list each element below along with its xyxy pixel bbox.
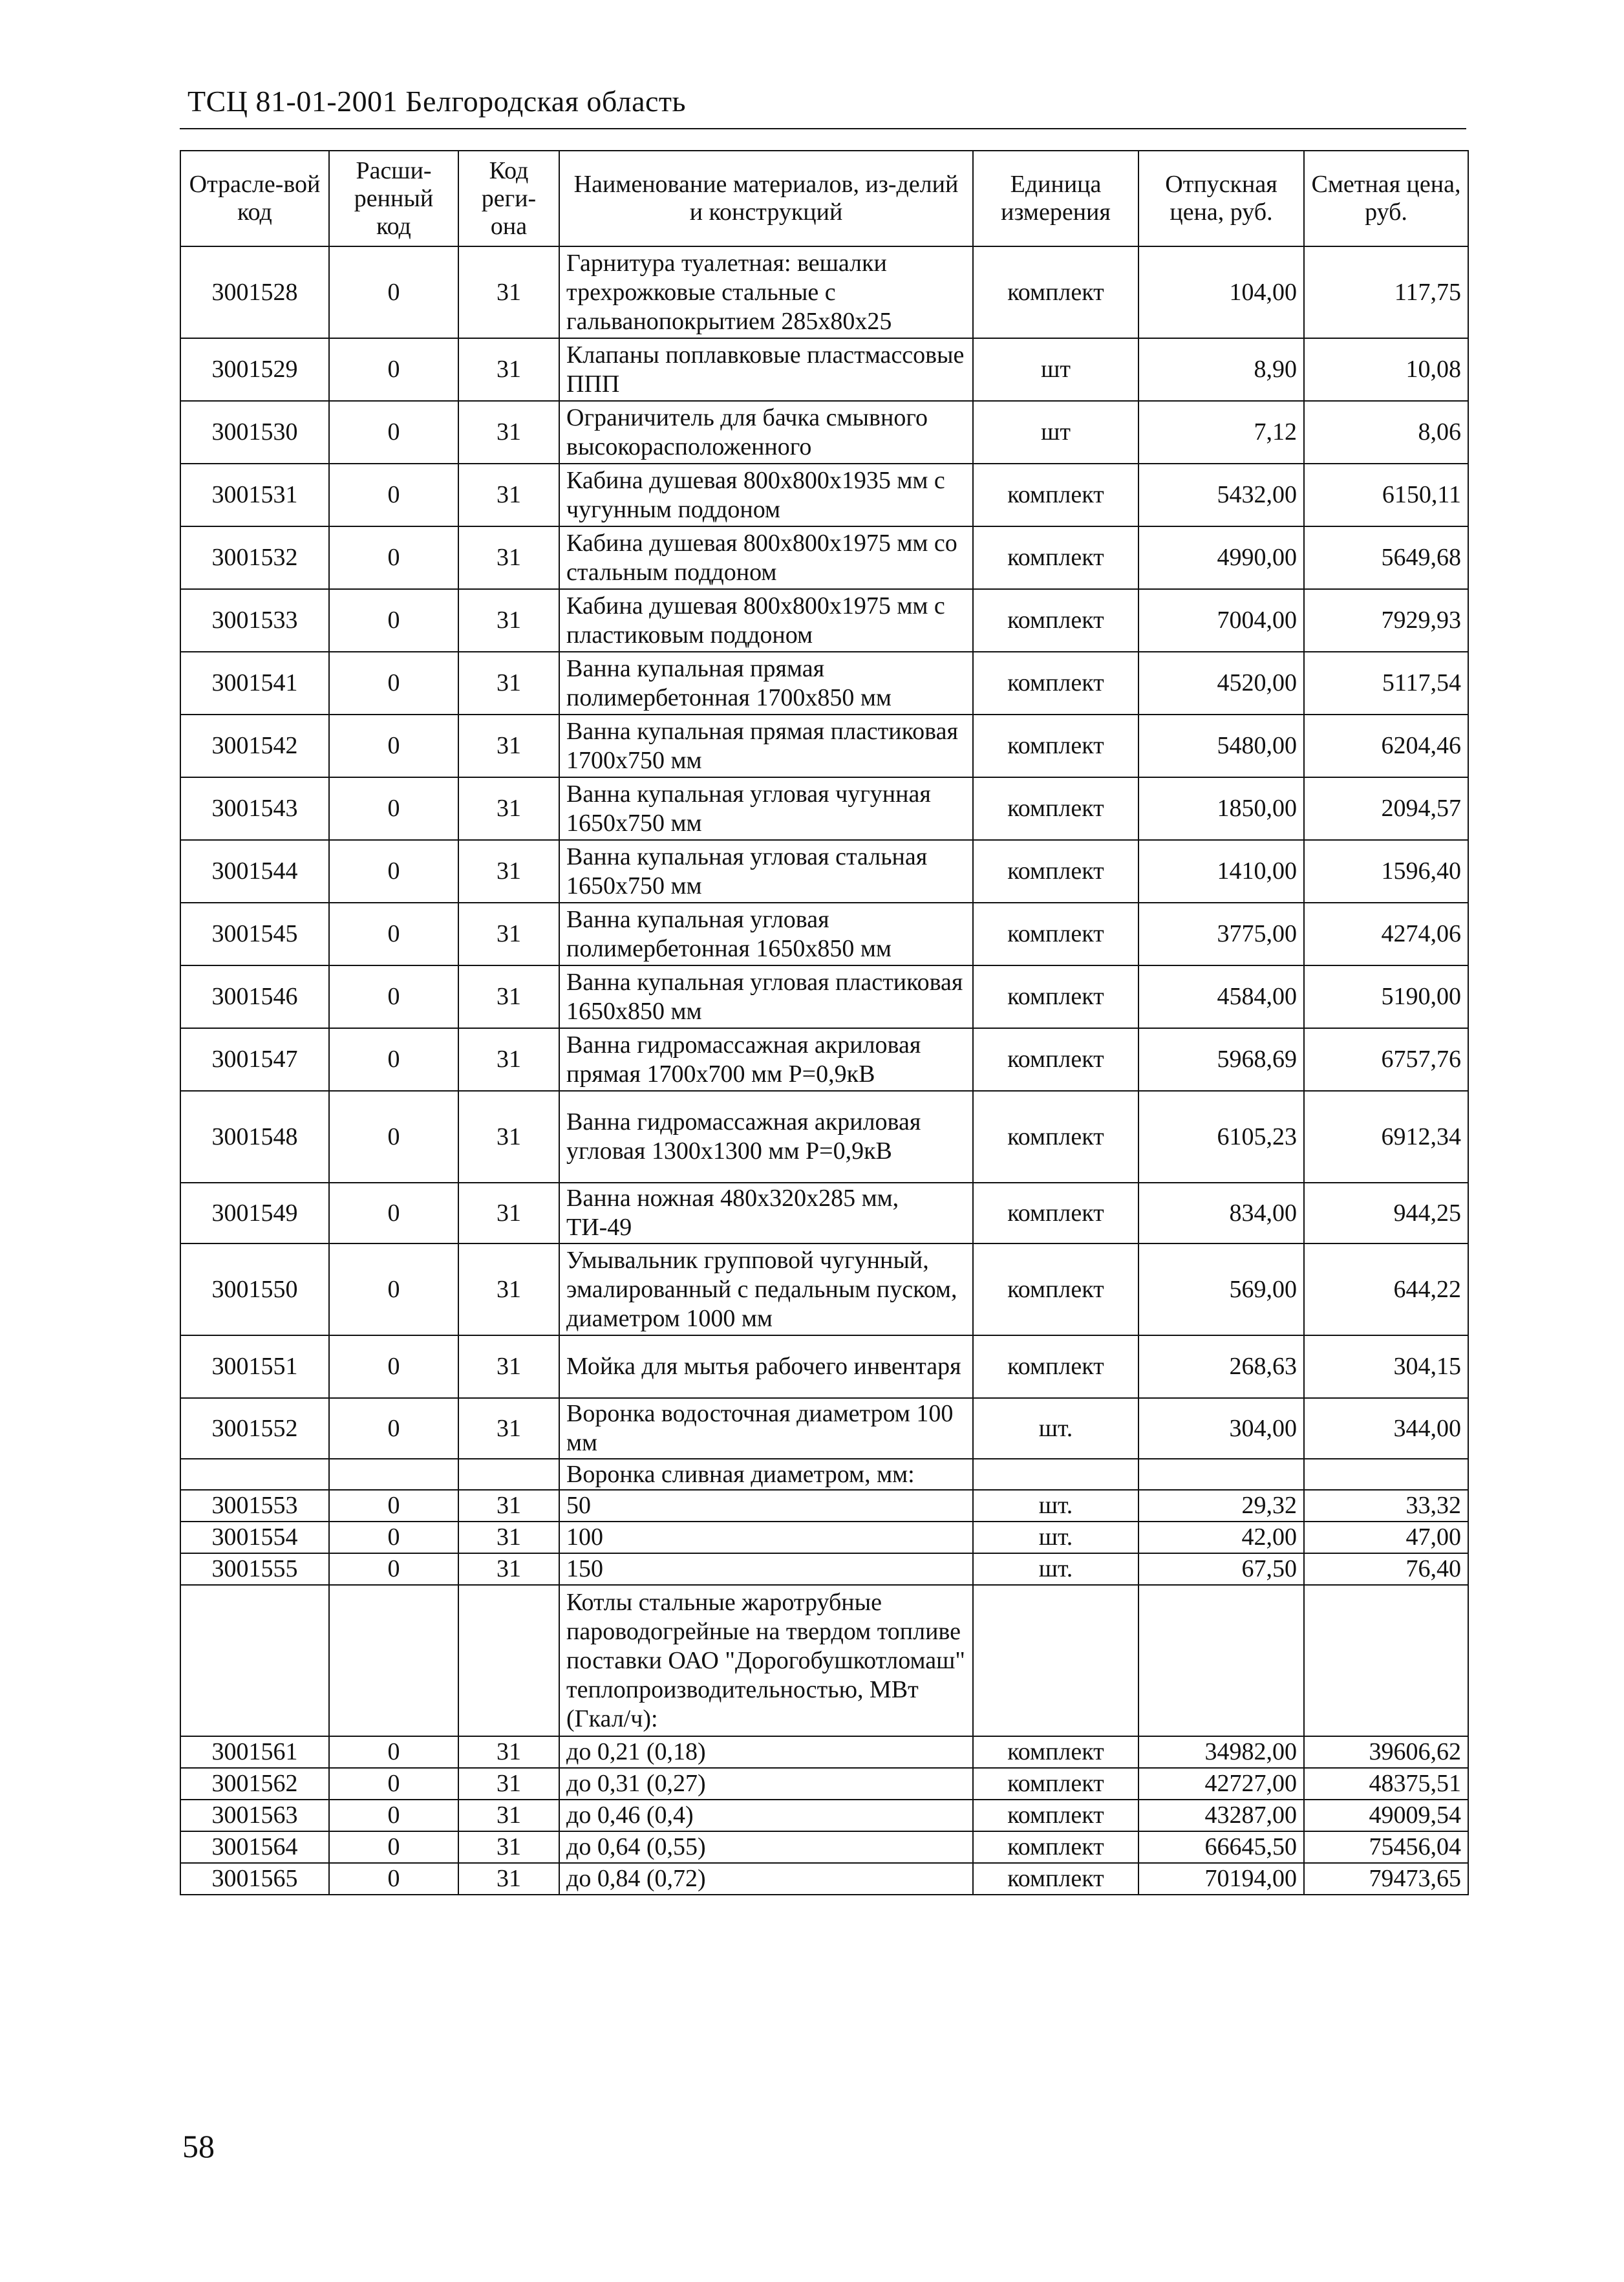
cell-industry-code: 3001530 bbox=[180, 401, 329, 464]
cell-release-price: 268,63 bbox=[1138, 1335, 1304, 1398]
cell-region-code: 31 bbox=[458, 1863, 559, 1895]
cell-region-code: 31 bbox=[458, 1028, 559, 1091]
cell-industry-code: 3001531 bbox=[180, 464, 329, 526]
cell-region-code: 31 bbox=[458, 1553, 559, 1585]
cell-unit: комплект bbox=[973, 1091, 1138, 1183]
table-row bbox=[180, 1863, 1468, 1895]
cell-unit: комплект bbox=[973, 652, 1138, 715]
cell-unit: комплект bbox=[973, 1831, 1138, 1863]
table-row bbox=[180, 526, 1468, 589]
cell-extended-code: 0 bbox=[329, 903, 458, 965]
cell-estimate-price: 49009,54 bbox=[1304, 1800, 1468, 1831]
cell-extended-code: 0 bbox=[329, 589, 458, 652]
cell-material-name: Воронка водосточная диаметром 100 мм bbox=[559, 1398, 973, 1459]
cell-extended-code: 0 bbox=[329, 1553, 458, 1585]
cell-material-name: Ванна купальная прямая полимербетонная 1700х850 мм bbox=[559, 652, 973, 715]
cell-material-name: Ванна купальная угловая чугунная 1650х750 мм bbox=[559, 777, 973, 840]
cell-release-price: 104,00 bbox=[1138, 246, 1304, 338]
cell-unit: комплект bbox=[973, 1800, 1138, 1831]
cell-industry-code: 3001545 bbox=[180, 903, 329, 965]
cell-release-price: 67,50 bbox=[1138, 1553, 1304, 1585]
cell-extended-code: 0 bbox=[329, 401, 458, 464]
cell-industry-code: 3001541 bbox=[180, 652, 329, 715]
cell-industry-code: 3001563 bbox=[180, 1800, 329, 1831]
table-row bbox=[180, 777, 1468, 840]
cell-material-name: Ванна купальная прямая пластиковая 1700х750 мм bbox=[559, 715, 973, 777]
cell-release-price: 5480,00 bbox=[1138, 715, 1304, 777]
col-header-extended-code: Расши-ренный код bbox=[329, 151, 458, 246]
cell-industry-code: 3001554 bbox=[180, 1522, 329, 1553]
price-table bbox=[180, 150, 1469, 1895]
table-row bbox=[180, 1398, 1468, 1459]
cell-estimate-price: 944,25 bbox=[1304, 1183, 1468, 1243]
cell-industry-code: 3001547 bbox=[180, 1028, 329, 1091]
cell-estimate-price: 75456,04 bbox=[1304, 1831, 1468, 1863]
cell-industry-code: 3001529 bbox=[180, 338, 329, 401]
cell-extended-code: 0 bbox=[329, 1831, 458, 1863]
cell-industry-code: 3001552 bbox=[180, 1398, 329, 1459]
cell-region-code: 31 bbox=[458, 1091, 559, 1183]
cell-estimate-price: 6150,11 bbox=[1304, 464, 1468, 526]
cell-material-name: Ограничитель для бачка смывного высокорасположенного bbox=[559, 401, 973, 464]
cell-material-name: Ванна купальная угловая полимербетонная 1650х850 мм bbox=[559, 903, 973, 965]
col-header-industry-code: Отрасле-вой код bbox=[180, 151, 329, 246]
cell-estimate-price: 8,06 bbox=[1304, 401, 1468, 464]
cell-material-name: Ванна купальная угловая пластиковая 1650х850 мм bbox=[559, 965, 973, 1028]
cell-estimate-price: 5117,54 bbox=[1304, 652, 1468, 715]
cell-estimate-price: 304,15 bbox=[1304, 1335, 1468, 1398]
table-row bbox=[180, 1522, 1468, 1553]
cell-industry-code: 3001555 bbox=[180, 1553, 329, 1585]
cell-release-price: 42727,00 bbox=[1138, 1768, 1304, 1800]
cell-industry-code: 3001528 bbox=[180, 246, 329, 338]
cell-estimate-price: 6204,46 bbox=[1304, 715, 1468, 777]
cell-region-code: 31 bbox=[458, 1768, 559, 1800]
table-row bbox=[180, 715, 1468, 777]
cell-industry-code: 3001543 bbox=[180, 777, 329, 840]
cell-industry-code: 3001544 bbox=[180, 840, 329, 903]
table-row bbox=[180, 903, 1468, 965]
cell-region-code: 31 bbox=[458, 1243, 559, 1335]
cell-industry-code: 3001550 bbox=[180, 1243, 329, 1335]
cell-unit: шт. bbox=[973, 1398, 1138, 1459]
table-row bbox=[180, 589, 1468, 652]
cell-material-name: Ванна купальная угловая стальная 1650х750 мм bbox=[559, 840, 973, 903]
cell-extended-code: 0 bbox=[329, 526, 458, 589]
cell-industry-code: 3001548 bbox=[180, 1091, 329, 1183]
cell-material-name: до 0,84 (0,72) bbox=[559, 1863, 973, 1895]
cell-region-code: 31 bbox=[458, 715, 559, 777]
cell-release-price: 6105,23 bbox=[1138, 1091, 1304, 1183]
cell-release-price: 34982,00 bbox=[1138, 1736, 1304, 1768]
cell-region-code: 31 bbox=[458, 1335, 559, 1398]
cell-extended-code: 0 bbox=[329, 840, 458, 903]
cell-release-price: 7,12 bbox=[1138, 401, 1304, 464]
table-header-row bbox=[180, 151, 1468, 246]
cell-material-name: Гарнитура туалетная: вешалки трехрожковые стальные с гальванопокрытием 285х80х25 bbox=[559, 246, 973, 338]
cell-material-name: 50 bbox=[559, 1490, 973, 1522]
cell-region-code: 31 bbox=[458, 526, 559, 589]
cell-release-price: 4584,00 bbox=[1138, 965, 1304, 1028]
cell-unit: комплект bbox=[973, 1768, 1138, 1800]
table-row bbox=[180, 840, 1468, 903]
funnel-group bbox=[180, 1459, 1468, 1490]
cell-extended-code: 0 bbox=[329, 1398, 458, 1459]
cell-industry-code: 3001561 bbox=[180, 1736, 329, 1768]
cell-material-name: Кабина душевая 800х800х1975 мм с пластиковым поддоном bbox=[559, 589, 973, 652]
cell-extended-code: 0 bbox=[329, 652, 458, 715]
cell-estimate-price: 48375,51 bbox=[1304, 1768, 1468, 1800]
cell-release-price: 5432,00 bbox=[1138, 464, 1304, 526]
cell-region-code: 31 bbox=[458, 903, 559, 965]
table-row bbox=[180, 1831, 1468, 1863]
cell-region-code: 31 bbox=[458, 1831, 559, 1863]
cell-industry-code: 3001546 bbox=[180, 965, 329, 1028]
cell-region-code: 31 bbox=[458, 1522, 559, 1553]
table-row bbox=[180, 652, 1468, 715]
cell-material-name: 150 bbox=[559, 1553, 973, 1585]
cell-estimate-price: 4274,06 bbox=[1304, 903, 1468, 965]
group-header-row bbox=[180, 1459, 1468, 1490]
cell-release-price: 5968,69 bbox=[1138, 1028, 1304, 1091]
cell-estimate-price: 5190,00 bbox=[1304, 965, 1468, 1028]
cell-estimate-price: 7929,93 bbox=[1304, 589, 1468, 652]
cell-estimate-price: 10,08 bbox=[1304, 338, 1468, 401]
cell-region-code: 31 bbox=[458, 246, 559, 338]
col-header-release-price: Отпускная цена, руб. bbox=[1138, 151, 1304, 246]
cell-extended-code: 0 bbox=[329, 777, 458, 840]
cell-material-name: до 0,31 (0,27) bbox=[559, 1768, 973, 1800]
cell-release-price: 66645,50 bbox=[1138, 1831, 1304, 1863]
cell-region-code: 31 bbox=[458, 1183, 559, 1243]
table-row bbox=[180, 246, 1468, 338]
cell-region-code: 31 bbox=[458, 464, 559, 526]
cell-material-name: Мойка для мытья рабочего инвентаря bbox=[559, 1335, 973, 1398]
cell-material-name: Кабина душевая 800х800х1975 мм со стальным поддоном bbox=[559, 526, 973, 589]
cell-estimate-price: 5649,68 bbox=[1304, 526, 1468, 589]
cell-release-price: 569,00 bbox=[1138, 1243, 1304, 1335]
col-header-unit: Единица измерения bbox=[973, 151, 1138, 246]
cell-release-price: 3775,00 bbox=[1138, 903, 1304, 965]
cell-industry-code: 3001551 bbox=[180, 1335, 329, 1398]
cell-material-name: до 0,21 (0,18) bbox=[559, 1736, 973, 1768]
cell-extended-code: 0 bbox=[329, 464, 458, 526]
table-row bbox=[180, 1553, 1468, 1585]
cell-material-name: Ванна ножная 480х320х285 мм, ТИ-49 bbox=[559, 1183, 973, 1243]
cell-unit: комплект bbox=[973, 777, 1138, 840]
cell-extended-code: 0 bbox=[329, 1028, 458, 1091]
cell-industry-code: 3001553 bbox=[180, 1490, 329, 1522]
cell-extended-code: 0 bbox=[329, 1490, 458, 1522]
cell-region-code: 31 bbox=[458, 338, 559, 401]
table-row bbox=[180, 1091, 1468, 1183]
cell-unit: комплект bbox=[973, 965, 1138, 1028]
cell-release-price: 42,00 bbox=[1138, 1522, 1304, 1553]
table-row bbox=[180, 338, 1468, 401]
table-row bbox=[180, 1768, 1468, 1800]
cell-material-name: Ванна гидромассажная акриловая угловая 1300х1300 мм Р=0,9кВ bbox=[559, 1091, 973, 1183]
cell-estimate-price: 1596,40 bbox=[1304, 840, 1468, 903]
cell-extended-code: 0 bbox=[329, 1243, 458, 1335]
table-row bbox=[180, 1335, 1468, 1398]
cell-release-price: 304,00 bbox=[1138, 1398, 1304, 1459]
cell-extended-code: 0 bbox=[329, 1863, 458, 1895]
cell-industry-code: 3001542 bbox=[180, 715, 329, 777]
boiler-rows bbox=[180, 1736, 1468, 1895]
cell-material-name: Кабина душевая 800х800х1935 мм с чугунным поддоном bbox=[559, 464, 973, 526]
cell-region-code: 31 bbox=[458, 1800, 559, 1831]
cell-industry-code: 3001562 bbox=[180, 1768, 329, 1800]
cell-material-name: до 0,46 (0,4) bbox=[559, 1800, 973, 1831]
cell-extended-code: 0 bbox=[329, 1736, 458, 1768]
cell-release-price: 1410,00 bbox=[1138, 840, 1304, 903]
cell-unit: комплект bbox=[973, 1863, 1138, 1895]
boiler-group bbox=[180, 1585, 1468, 1736]
cell-release-price: 7004,00 bbox=[1138, 589, 1304, 652]
table-row bbox=[180, 401, 1468, 464]
cell-industry-code: 3001564 bbox=[180, 1831, 329, 1863]
cell-material-name: Умывальник групповой чугунный, эмалированный с педальным пуском, диаметром 1000 мм bbox=[559, 1243, 973, 1335]
cell-unit: комплект bbox=[973, 903, 1138, 965]
cell-unit: комплект bbox=[973, 715, 1138, 777]
cell-extended-code: 0 bbox=[329, 246, 458, 338]
cell-industry-code: 3001565 bbox=[180, 1863, 329, 1895]
cell-unit: шт bbox=[973, 401, 1138, 464]
group-header-row bbox=[180, 1585, 1468, 1736]
cell-extended-code: 0 bbox=[329, 1183, 458, 1243]
table-row bbox=[180, 1800, 1468, 1831]
cell-extended-code: 0 bbox=[329, 715, 458, 777]
cell-release-price: 70194,00 bbox=[1138, 1863, 1304, 1895]
cell-release-price: 29,32 bbox=[1138, 1490, 1304, 1522]
cell-region-code: 31 bbox=[458, 1398, 559, 1459]
cell-release-price: 4990,00 bbox=[1138, 526, 1304, 589]
cell-estimate-price: 47,00 bbox=[1304, 1522, 1468, 1553]
table-row bbox=[180, 464, 1468, 526]
cell-region-code: 31 bbox=[458, 1736, 559, 1768]
cell-unit: комплект bbox=[973, 1243, 1138, 1335]
cell-estimate-price: 76,40 bbox=[1304, 1553, 1468, 1585]
cell-material-name: до 0,64 (0,55) bbox=[559, 1831, 973, 1863]
cell-estimate-price: 39606,62 bbox=[1304, 1736, 1468, 1768]
cell-estimate-price: 117,75 bbox=[1304, 246, 1468, 338]
document-header: ТСЦ 81-01-2001 Белгородская область bbox=[187, 85, 686, 118]
cell-region-code: 31 bbox=[458, 777, 559, 840]
cell-region-code: 31 bbox=[458, 965, 559, 1028]
cell-unit: комплект bbox=[973, 526, 1138, 589]
cell-region-code: 31 bbox=[458, 401, 559, 464]
cell-release-price: 1850,00 bbox=[1138, 777, 1304, 840]
cell-unit: комплект bbox=[973, 1736, 1138, 1768]
cell-unit: комплект bbox=[973, 840, 1138, 903]
table-row bbox=[180, 965, 1468, 1028]
cell-unit: комплект bbox=[973, 246, 1138, 338]
col-header-material-name: Наименование материалов, из-делий и конструкций bbox=[559, 151, 973, 246]
table-row bbox=[180, 1183, 1468, 1243]
cell-region-code: 31 bbox=[458, 1490, 559, 1522]
cell-estimate-price: 6757,76 bbox=[1304, 1028, 1468, 1091]
cell-industry-code: 3001532 bbox=[180, 526, 329, 589]
table-row bbox=[180, 1243, 1468, 1335]
cell-extended-code: 0 bbox=[329, 1335, 458, 1398]
cell-estimate-price: 79473,65 bbox=[1304, 1863, 1468, 1895]
cell-extended-code: 0 bbox=[329, 1800, 458, 1831]
cell-industry-code: 3001533 bbox=[180, 589, 329, 652]
funnel-rows bbox=[180, 1490, 1468, 1585]
header-rule bbox=[180, 128, 1466, 129]
cell-material-name: Ванна гидромассажная акриловая прямая 1700х700 мм Р=0,9кВ bbox=[559, 1028, 973, 1091]
cell-unit: шт. bbox=[973, 1553, 1138, 1585]
cell-extended-code: 0 bbox=[329, 1091, 458, 1183]
table-row bbox=[180, 1490, 1468, 1522]
cell-region-code: 31 bbox=[458, 840, 559, 903]
group-title: Котлы стальные жаротрубные пароводогрейные на твердом топливе поставки ОАО "Дорогобушкотломаш" теплопроизводительностью, МВт (Гкал/ч): bbox=[559, 1585, 973, 1736]
col-header-region-code: Код реги-она bbox=[458, 151, 559, 246]
main-rows bbox=[180, 246, 1468, 1459]
col-header-estimate-price: Сметная цена, руб. bbox=[1304, 151, 1468, 246]
group-title: Воронка сливная диаметром, мм: bbox=[559, 1459, 973, 1490]
page-number: 58 bbox=[182, 2128, 215, 2164]
cell-unit: комплект bbox=[973, 1183, 1138, 1243]
cell-region-code: 31 bbox=[458, 589, 559, 652]
cell-estimate-price: 344,00 bbox=[1304, 1398, 1468, 1459]
cell-extended-code: 0 bbox=[329, 1768, 458, 1800]
cell-material-name: 100 bbox=[559, 1522, 973, 1553]
cell-region-code: 31 bbox=[458, 652, 559, 715]
cell-unit: комплект bbox=[973, 1028, 1138, 1091]
cell-release-price: 8,90 bbox=[1138, 338, 1304, 401]
cell-unit: шт. bbox=[973, 1490, 1138, 1522]
cell-unit: шт bbox=[973, 338, 1138, 401]
cell-extended-code: 0 bbox=[329, 338, 458, 401]
cell-release-price: 43287,00 bbox=[1138, 1800, 1304, 1831]
cell-unit: комплект bbox=[973, 589, 1138, 652]
cell-release-price: 834,00 bbox=[1138, 1183, 1304, 1243]
cell-extended-code: 0 bbox=[329, 965, 458, 1028]
cell-release-price: 4520,00 bbox=[1138, 652, 1304, 715]
cell-unit: шт. bbox=[973, 1522, 1138, 1553]
table-row bbox=[180, 1736, 1468, 1768]
cell-extended-code: 0 bbox=[329, 1522, 458, 1553]
cell-estimate-price: 644,22 bbox=[1304, 1243, 1468, 1335]
cell-unit: комплект bbox=[973, 464, 1138, 526]
cell-estimate-price: 2094,57 bbox=[1304, 777, 1468, 840]
table-row bbox=[180, 1028, 1468, 1091]
cell-material-name: Клапаны поплавковые пластмассовые ППП bbox=[559, 338, 973, 401]
cell-unit: комплект bbox=[973, 1335, 1138, 1398]
cell-estimate-price: 6912,34 bbox=[1304, 1091, 1468, 1183]
cell-industry-code: 3001549 bbox=[180, 1183, 329, 1243]
cell-estimate-price: 33,32 bbox=[1304, 1490, 1468, 1522]
